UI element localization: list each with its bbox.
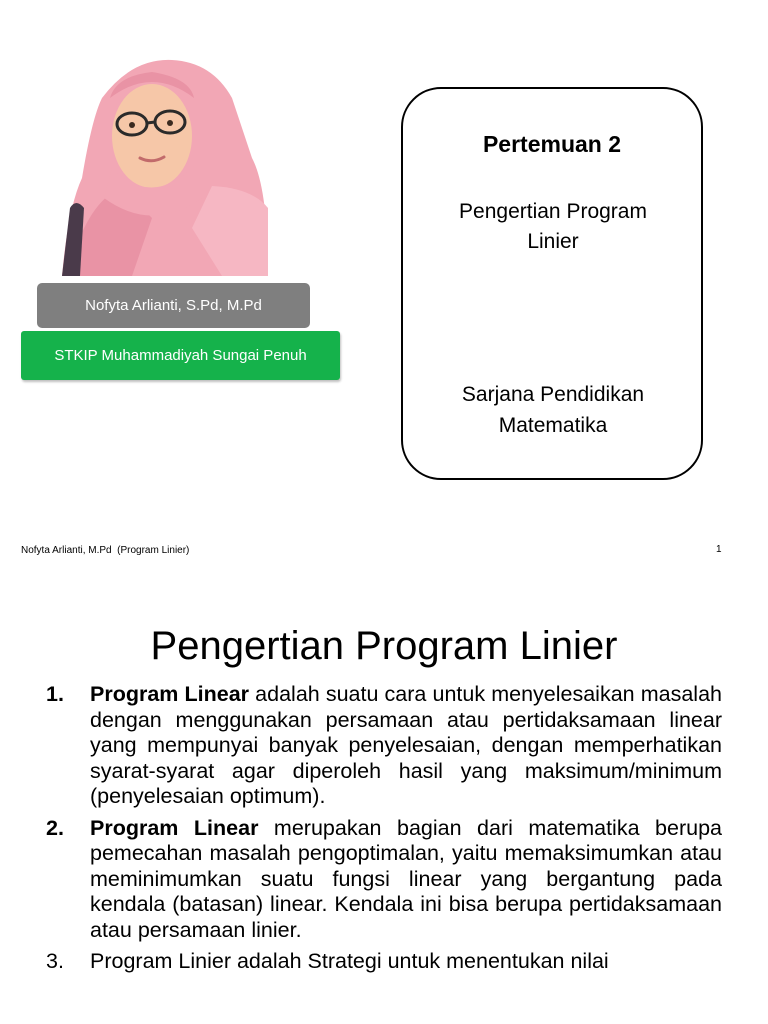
definition-list [44,682,722,981]
presenter-name: Nofyta Arlianti, S.Pd, M.Pd [85,297,262,314]
slide-footer: Nofyta Arlianti, M.Pd (Program Linier) [21,545,190,556]
list-item [44,949,722,975]
institution-box [21,331,340,380]
item-text: adalah suatu cara untuk menyelesaikan masalah dengan menggunakan persamaan atau pertidaksamaan linear yang mempunyai banyak penyelesaian, dengan memperhatikan syarat-syarat agar diperoleh hasil yang maksimum/minimum (penyelesaian optimum). [90,682,722,808]
page-number: 1 [716,544,722,555]
item-number: 2. [46,815,64,840]
slide-title: Pengertian Program Linier [150,624,618,668]
meeting-subtitle: Pengertian Program Linier [459,200,647,253]
institution-name: STKIP Muhammadiyah Sungai Penuh [54,347,307,364]
item-number: 3. [46,949,64,973]
item-text: Program Linier adalah Strategi untuk menentukan nilai [90,949,609,973]
presenter-photo [62,58,268,276]
study-program: Sarjana Pendidikan Matematika [461,383,645,437]
item-term: Program Linear [90,815,259,840]
presenter-name-box [37,283,310,328]
meeting-card [401,87,703,480]
item-term: Program Linear [90,682,250,706]
meeting-title: Pertemuan 2 [482,131,622,157]
list-item [44,816,722,944]
item-number: 1. [46,682,64,706]
list-item [44,682,722,810]
slide-2 [0,590,768,1024]
item-text: merupakan bagian dari matematika berupa pemecahan masalah pengoptimalan, yaitu memaksimumkan atau meminimumkan suatu fungsi linear yang bergantung pada kendala (batasan) linear. Kendala ini bisa berupa pertidaksamaan atau persamaan linier. [90,815,722,942]
